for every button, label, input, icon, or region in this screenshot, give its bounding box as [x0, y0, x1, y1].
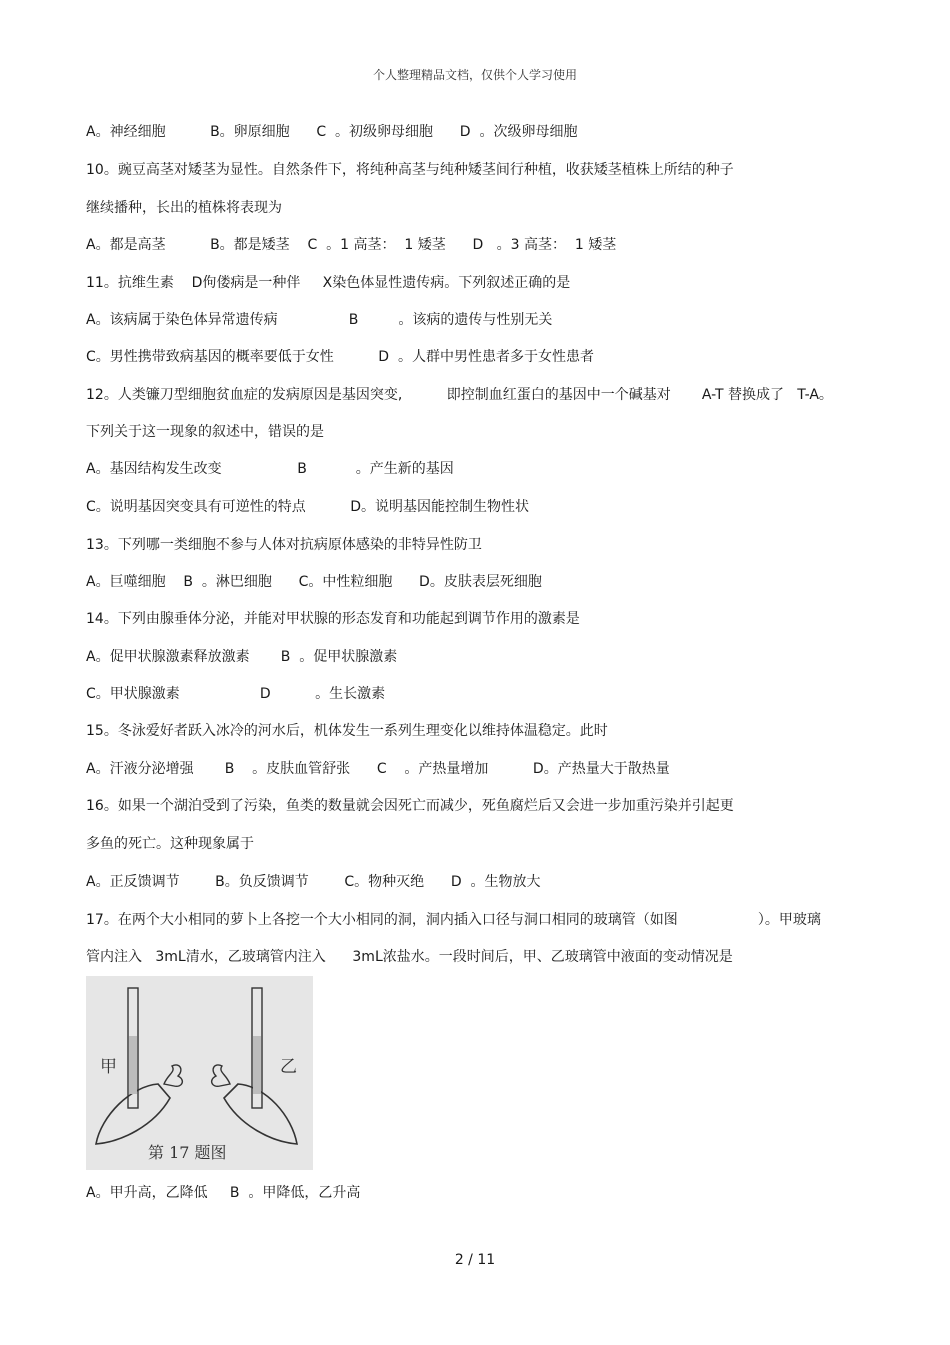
q11-stem: 11。抗维生素 D佝偻病是一种伴 X染色体显性遗传病。下列叙述正确的是	[86, 275, 571, 291]
figure-label-left: 甲	[100, 1057, 117, 1077]
q13-stem: 13。下列哪一类细胞不参与人体对抗病原体感染的非特异性防卫	[86, 537, 482, 553]
left-radish-leaves	[164, 1065, 182, 1086]
q9-options: A。神经细胞 B。卵原细胞 C 。初级卵母细胞 D 。次级卵母细胞	[86, 124, 578, 140]
q10-options: A。都是高茎 B。都是矮茎 C 。1 高茎： 1 矮茎 D 。3 高茎： 1 矮茎	[86, 237, 617, 253]
left-tube-liquid	[129, 1036, 137, 1094]
q14-options-cd: C。甲状腺激素 D 。生长激素	[86, 686, 386, 702]
q10-stem-line2: 继续播种，长出的植株将表现为	[86, 200, 282, 216]
q16-stem-line2: 多鱼的死亡。这种现象属于	[86, 836, 254, 852]
q14-stem: 14。下列由腺垂体分泌，并能对甲状腺的形态发育和功能起到调节作用的激素是	[86, 611, 580, 627]
q15-stem: 15。冬泳爱好者跃入冰冷的河水后，机体发生一系列生理变化以维持体温稳定。此时	[86, 723, 608, 739]
q12-options-ab: A。基因结构发生改变 B 。产生新的基因	[86, 461, 454, 477]
right-radish-leaves	[212, 1065, 230, 1086]
q12-stem-line1: 12。人类镰刀型细胞贫血症的发病原因是基因突变, 即控制血红蛋白的基因中一个碱基对 A-T 替换成了 T-A。	[86, 387, 833, 403]
page-number: 2 / 11	[454, 1252, 496, 1268]
q17-options: A。甲升高，乙降低 B 。甲降低，乙升高	[86, 1185, 361, 1201]
q17-figure	[86, 976, 313, 1170]
q17-stem-line2: 管内注入 3mL清水，乙玻璃管内注入 3mL浓盐水。一段时间后，甲、乙玻璃管中液面的变动情况是	[86, 949, 733, 965]
q16-stem-line1: 16。如果一个湖泊受到了污染，鱼类的数量就会因死亡而减少，死鱼腐烂后又会进一步加重污染并引起更	[86, 798, 734, 814]
q12-stem-line2: 下列关于这一现象的叙述中，错误的是	[86, 424, 324, 440]
q11-options-ab: A。该病属于染色体异常遗传病 B 。该病的遗传与性别无关	[86, 312, 553, 328]
q13-options: A。巨噬细胞 B 。淋巴细胞 C。中性粒细胞 D。皮肤表层死细胞	[86, 574, 542, 590]
right-tube-liquid	[253, 1036, 261, 1094]
q14-options-ab: A。促甲状腺激素释放激素 B 。促甲状腺激素	[86, 649, 398, 665]
q10-stem-line1: 10。豌豆高茎对矮茎为显性。自然条件下，将纯种高茎与纯种矮茎间行种植，收获矮茎植株上所结的种子	[86, 162, 734, 178]
q12-options-cd: C。说明基因突变具有可逆性的特点 D。说明基因能控制生物性状	[86, 499, 530, 515]
figure-label-right: 乙	[280, 1057, 297, 1077]
q16-options: A。正反馈调节 B。负反馈调节 C。物种灭绝 D 。生物放大	[86, 874, 541, 890]
figure-caption: 第 17 题图	[148, 1143, 227, 1162]
q15-options: A。汗液分泌增强 B 。皮肤血管舒张 C 。产热量增加 D。产热量大于散热量	[86, 761, 670, 777]
page-header: 个人整理精品文档，仅供个人学习使用	[372, 68, 577, 82]
q11-options-cd: C。男性携带致病基因的概率要低于女性 D 。人群中男性患者多于女性患者	[86, 349, 594, 365]
q17-stem-line1: 17。在两个大小相同的萝卜上各挖一个大小相同的洞，洞内插入口径与洞口相同的玻璃管（如图 ）。甲玻璃	[86, 912, 821, 928]
radish-figure-drawing	[86, 976, 313, 1170]
